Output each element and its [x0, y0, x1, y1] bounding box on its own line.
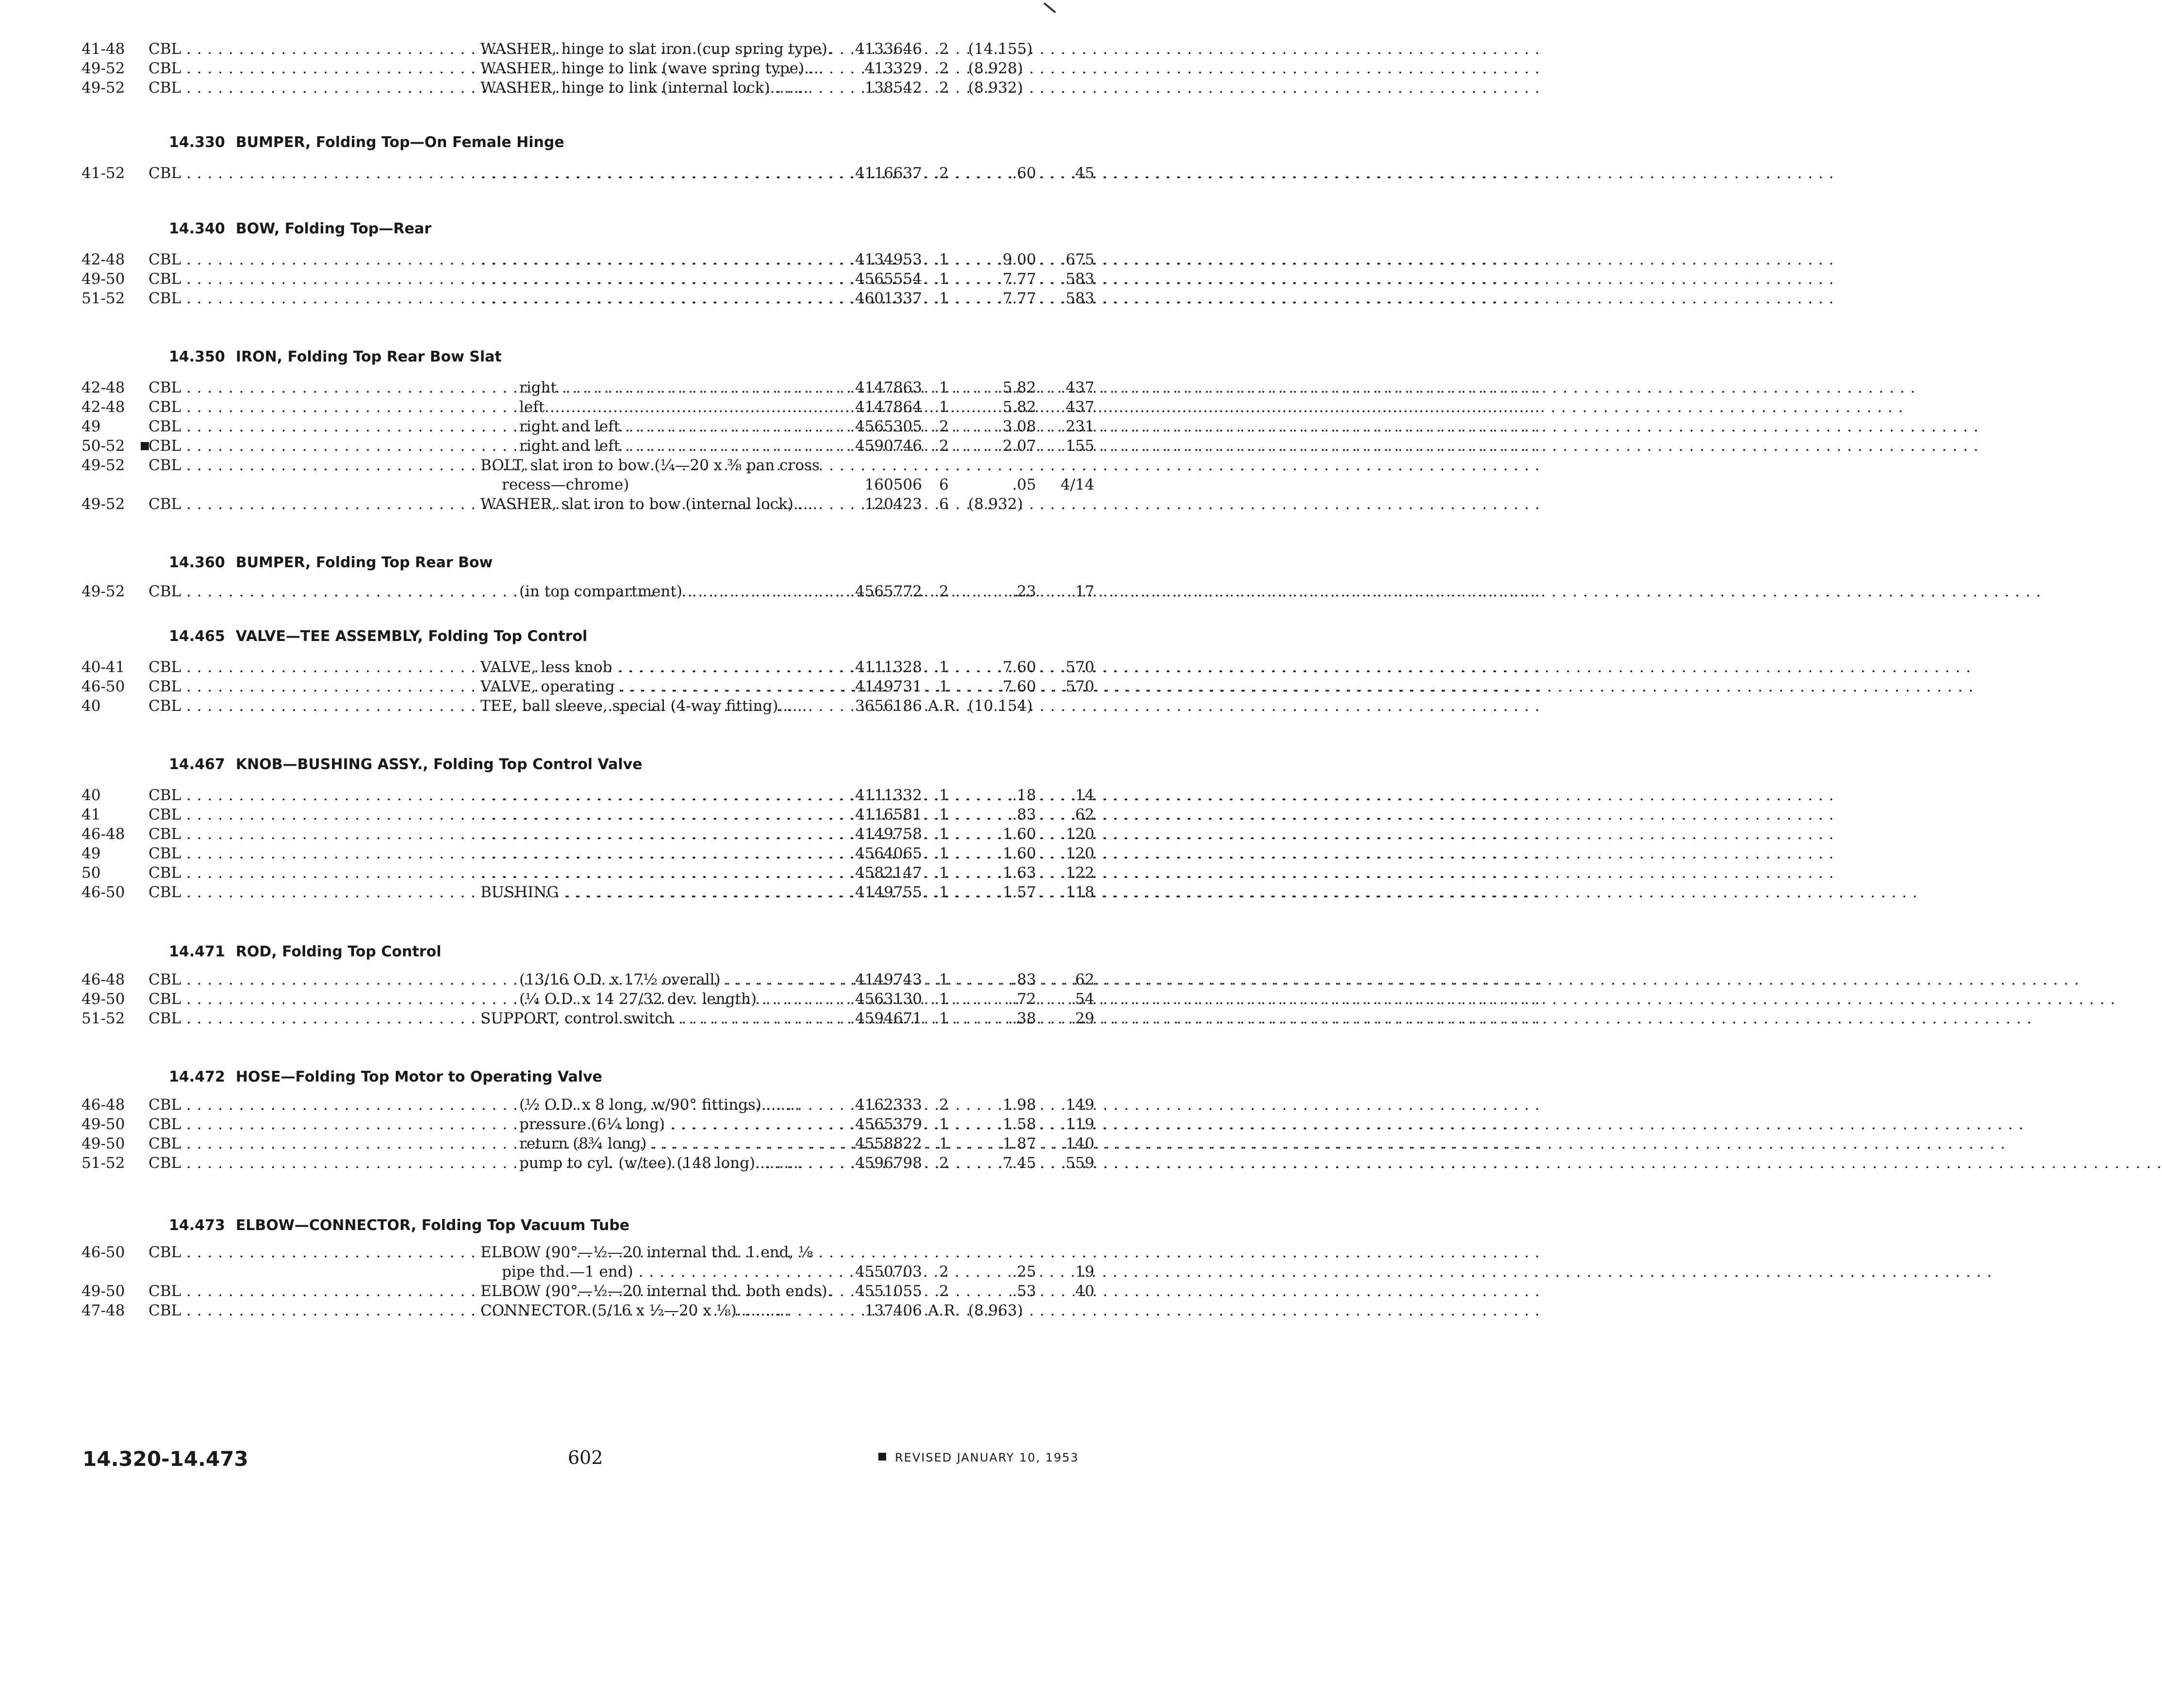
- section-heading: [169, 551, 493, 575]
- body-style: CBL . . .: [149, 454, 463, 476]
- price-code: [1036, 695, 1094, 717]
- table-row: [0, 580, 1227, 603]
- model-years: 40: [82, 697, 101, 715]
- part-description: return (8¾ long) . . .: [480, 1133, 878, 1155]
- price-code: 118: [1065, 884, 1094, 901]
- section-heading: [169, 131, 564, 154]
- part-description: right . . .: [480, 377, 878, 399]
- quantity: 2: [939, 60, 949, 77]
- part-number: 4149755: [855, 884, 922, 901]
- body-style: CBL . . .: [149, 1007, 463, 1030]
- section-title: IRON, Folding Top Rear Bow Slat: [235, 348, 502, 365]
- page-number: 602: [568, 1447, 603, 1468]
- price-code: 119: [1065, 1116, 1094, 1133]
- body-style: CBL . . .: [149, 38, 463, 60]
- body-style: CBL . . .: [149, 969, 463, 991]
- quantity: 1: [939, 1135, 949, 1152]
- quantity: 1: [939, 658, 949, 676]
- model-years: 46-48: [82, 1096, 125, 1114]
- section-number: 14.472: [169, 1068, 225, 1085]
- quantity: 2: [939, 1263, 949, 1281]
- body-style: CBL . . .: [149, 1094, 463, 1116]
- list-price: 7.60: [1002, 658, 1036, 676]
- quantity: 2: [939, 1154, 949, 1172]
- quantity: 1: [939, 971, 949, 988]
- quantity: 1: [939, 251, 949, 268]
- body-style: CBL . . .: [149, 493, 463, 515]
- part-number: 4564065: [855, 845, 922, 862]
- part-number: 4162333: [855, 1096, 922, 1114]
- quantity: 1: [939, 270, 949, 288]
- list-price: 1.58: [1002, 1116, 1036, 1133]
- body-style: CBL . . .: [149, 1241, 463, 1264]
- revision-mark: ■: [140, 440, 150, 452]
- part-description: right and left . . .: [480, 415, 878, 438]
- quantity: 2: [939, 1096, 949, 1114]
- quantity: 1: [939, 845, 949, 862]
- table-row: [0, 1007, 1227, 1030]
- part-number: 4582147: [855, 864, 922, 882]
- part-description: [480, 287, 840, 310]
- model-years: 49-52: [82, 79, 125, 97]
- part-number: 4147863: [855, 379, 922, 396]
- list-price: 5.82: [1002, 398, 1036, 416]
- body-style: CBL . . .: [149, 1152, 463, 1174]
- part-description: WASHER, hinge to slat iron (cup spring type).: [480, 40, 832, 58]
- list-price: .25: [1012, 1263, 1036, 1281]
- section-heading: [169, 753, 643, 776]
- body-style: CBL . . .: [149, 57, 463, 80]
- price-code: 437: [1065, 379, 1094, 396]
- section-range: 14.320-14.473: [83, 1447, 248, 1471]
- part-description: WASHER, hinge to link (wave spring type)....: [480, 60, 824, 77]
- model-years: 49: [82, 845, 101, 862]
- list-price: .60: [1012, 164, 1036, 182]
- quantity: 1: [939, 1010, 949, 1027]
- revision-square-icon: [878, 1453, 886, 1461]
- price-code: 19: [1075, 1263, 1094, 1281]
- list-price: 1.87: [1002, 1135, 1036, 1152]
- model-years: 46-50: [82, 884, 125, 901]
- quantity: 1: [939, 864, 949, 882]
- section-heading: [169, 217, 431, 241]
- part-description: pump to cyl. (w/tee) (148 long).......... . . .: [480, 1152, 878, 1174]
- quantity: 6: [939, 495, 949, 513]
- price-code: 4/14: [1060, 476, 1094, 493]
- list-price: .83: [1012, 971, 1036, 988]
- part-number: 160506: [864, 476, 922, 493]
- price-code: 583: [1065, 270, 1094, 288]
- part-description: left . . .: [480, 396, 878, 418]
- list-price: (8.963): [968, 1302, 1023, 1319]
- price-code: 14: [1075, 787, 1094, 804]
- part-number: 4111332: [855, 787, 922, 804]
- quantity: 2: [939, 1282, 949, 1300]
- quantity: 2: [939, 40, 949, 58]
- body-style: CBL . . .: [149, 823, 463, 845]
- part-number: 3656186: [855, 697, 922, 715]
- model-years: 49-50: [82, 1116, 125, 1133]
- part-description: ELBOW (90°—½—20 internal thd. both ends).: [480, 1282, 832, 1300]
- table-row: [0, 162, 1227, 184]
- model-years: 41-48: [82, 40, 125, 58]
- quantity: 2: [939, 164, 949, 182]
- part-number: 4116637: [855, 164, 922, 182]
- price-code: 40: [1075, 1282, 1094, 1300]
- list-price: 7.45: [1002, 1154, 1036, 1172]
- list-price: 1.60: [1002, 825, 1036, 843]
- part-number: 4565305: [855, 418, 922, 435]
- body-style: CBL . . .: [149, 675, 463, 698]
- model-years: 49-50: [82, 1135, 125, 1152]
- part-number: 4551055: [855, 1282, 922, 1300]
- body-style: CBL . . .: [149, 396, 463, 418]
- body-style: CBL . . .: [149, 1113, 463, 1135]
- part-description: recess—chrome): [502, 476, 629, 493]
- section-title: VALVE—TEE ASSEMBLY, Folding Top Control: [235, 628, 588, 645]
- quantity: 2: [939, 418, 949, 435]
- part-number: 137406: [864, 1302, 922, 1319]
- quantity: 1: [939, 1116, 949, 1133]
- model-years: 41-52: [82, 164, 125, 182]
- part-description: BOLT, slat iron to bow (¼—20 x ⅜ pan cross: [480, 457, 820, 474]
- table-row: [0, 77, 1227, 99]
- model-years: 49-52: [82, 583, 125, 600]
- revision-note: [878, 1451, 1079, 1464]
- body-style: CBL . . .: [149, 862, 463, 884]
- section-title: ROD, Folding Top Control: [235, 943, 442, 960]
- part-number: 138542: [864, 79, 922, 97]
- price-code: 570: [1065, 678, 1094, 695]
- part-description: ELBOW (90°—½—20 internal thd. 1 end, ⅛: [480, 1244, 813, 1261]
- model-years: 49-52: [82, 457, 125, 474]
- price-code: 62: [1075, 971, 1094, 988]
- body-style: CBL . . .: [149, 881, 463, 903]
- model-years: 49: [82, 418, 101, 435]
- list-price: 3.08: [1002, 418, 1036, 435]
- price-code: 45: [1075, 164, 1094, 182]
- model-years: 51-52: [82, 290, 125, 307]
- table-row: [0, 287, 1227, 310]
- quantity: 1: [939, 884, 949, 901]
- part-number: 4565379: [855, 1116, 922, 1133]
- list-price: 7.60: [1002, 678, 1036, 695]
- body-style: CBL . . .: [149, 988, 463, 1010]
- part-number: 4147864: [855, 398, 922, 416]
- model-years: 46-48: [82, 971, 125, 988]
- body-style: CBL . . .: [149, 1299, 463, 1322]
- body-style: CBL . . .: [149, 580, 463, 603]
- body-style: CBL . . .: [149, 162, 463, 184]
- corner-mark: [1043, 2, 1056, 13]
- body-style: CBL . . .: [149, 268, 463, 290]
- price-code: 559: [1065, 1154, 1094, 1172]
- section-number: 14.330: [169, 134, 225, 151]
- part-number: 120423: [864, 495, 922, 513]
- part-description: SUPPORT, control switch . . .: [480, 1007, 840, 1030]
- part-description: (½ O.D. x 8 long, w/90° fittings)........: [519, 1096, 800, 1114]
- list-price: .72: [1012, 990, 1036, 1008]
- section-number: 14.467: [169, 756, 225, 773]
- model-years: 46-48: [82, 825, 125, 843]
- model-years: 49-52: [82, 495, 125, 513]
- body-style: CBL . . .: [149, 377, 463, 399]
- body-style: CBL . . .: [149, 287, 463, 310]
- part-description: (13/16 O.D. x 17½ overall) . . .: [480, 969, 878, 991]
- section-heading: [169, 1066, 602, 1089]
- price-code: 122: [1065, 864, 1094, 882]
- model-years: 42-48: [82, 251, 125, 268]
- quantity: 1: [939, 290, 949, 307]
- section-heading: [169, 940, 441, 964]
- body-style: CBL . . .: [149, 804, 463, 826]
- list-price: 7.77: [1002, 290, 1036, 307]
- list-price: 1.60: [1002, 845, 1036, 862]
- list-price: (10.154): [968, 697, 1033, 715]
- quantity: 2: [939, 583, 949, 600]
- price-code: 62: [1075, 806, 1094, 823]
- list-price: (8.932): [968, 495, 1023, 513]
- part-description: CONNECTOR (5/16 x ½—20 x ⅛)...........: [480, 1302, 790, 1319]
- price-code: 437: [1065, 398, 1094, 416]
- body-style: CBL . . .: [149, 842, 463, 865]
- section-number: 14.350: [169, 348, 225, 365]
- part-description: WASHER, slat iron to bow (internal lock).....: [480, 495, 818, 513]
- part-number: 4594671: [855, 1010, 922, 1027]
- part-number: 4565772: [855, 583, 922, 600]
- part-number: 413329: [864, 60, 922, 77]
- body-style: CBL . . .: [149, 415, 463, 438]
- body-style: CBL . . .: [149, 695, 463, 717]
- model-years: 49-52: [82, 60, 125, 77]
- part-description: [480, 162, 840, 184]
- section-heading: [169, 625, 587, 648]
- quantity: 1: [939, 379, 949, 396]
- list-price: .38: [1012, 1010, 1036, 1027]
- price-code: 231: [1065, 418, 1094, 435]
- section-number: 14.340: [169, 220, 225, 237]
- model-years: 42-48: [82, 398, 125, 416]
- price-code: [1036, 493, 1094, 515]
- list-price: 1.63: [1002, 864, 1036, 882]
- part-description: right and left . . .: [480, 435, 878, 457]
- quantity: 6: [939, 476, 949, 493]
- body-style: CBL . . .: [149, 1133, 463, 1155]
- quantity: 2: [939, 437, 949, 455]
- part-description: TEE, ball sleeve, special (4-way fitting)......: [480, 697, 807, 715]
- part-description: pressure (6¼ long) . . .: [480, 1113, 878, 1135]
- list-price: .53: [1012, 1282, 1036, 1300]
- part-number: 4601337: [855, 290, 922, 307]
- body-style: CBL . . .: [149, 77, 463, 99]
- price-code: 17: [1075, 583, 1094, 600]
- quantity: 1: [939, 787, 949, 804]
- model-years: 41: [82, 806, 101, 823]
- part-description: VALVE, operating . . .: [480, 675, 840, 698]
- model-years: 42-48: [82, 379, 125, 396]
- section-number: 14.471: [169, 943, 225, 960]
- section-title: BUMPER, Folding Top Rear Bow: [235, 554, 493, 571]
- list-price: 5.82: [1002, 379, 1036, 396]
- price-code: 120: [1065, 845, 1094, 862]
- part-number: 4565554: [855, 270, 922, 288]
- price-code: 140: [1065, 1135, 1094, 1152]
- part-number: 4149731: [855, 678, 922, 695]
- section-title: BUMPER, Folding Top—On Female Hinge: [235, 134, 564, 151]
- list-price: (8.928): [968, 60, 1023, 77]
- quantity: 1: [939, 825, 949, 843]
- list-price: (14.155): [968, 40, 1033, 58]
- table-row: [0, 695, 1227, 717]
- table-row: [0, 881, 1227, 903]
- price-code: [1036, 77, 1094, 99]
- model-years: 51-52: [82, 1010, 125, 1027]
- body-style: CBL . . .: [149, 248, 463, 271]
- price-code: 29: [1075, 1010, 1094, 1027]
- body-style: CBL . . .: [149, 656, 463, 678]
- part-description: pipe thd.—1 end) . . .: [480, 1261, 861, 1283]
- model-years: 50-52: [82, 437, 125, 455]
- section-title: BOW, Folding Top—Rear: [235, 220, 431, 237]
- list-price: 1.98: [1002, 1096, 1036, 1114]
- revision-text: REVISED JANUARY 10, 1953: [895, 1451, 1079, 1464]
- list-price: .18: [1012, 787, 1036, 804]
- section-heading: [169, 1214, 629, 1237]
- model-years: 49-50: [82, 990, 125, 1008]
- model-years: 46-50: [82, 1244, 125, 1261]
- quantity: A.R.: [928, 1302, 960, 1319]
- list-price: 2.07: [1002, 437, 1036, 455]
- part-number: 4149743: [855, 971, 922, 988]
- section-title: HOSE—Folding Top Motor to Operating Valve: [235, 1068, 603, 1085]
- part-number: 4149758: [855, 825, 922, 843]
- price-code: 675: [1065, 251, 1094, 268]
- part-number: 4558822: [855, 1135, 922, 1152]
- part-number: 4550703: [855, 1263, 922, 1281]
- model-years: 40: [82, 787, 101, 804]
- list-price: 1.57: [1002, 884, 1036, 901]
- price-code: 149: [1065, 1096, 1094, 1114]
- part-number: 4596798: [855, 1154, 922, 1172]
- part-number: 4133646: [855, 40, 922, 58]
- section-number: 14.465: [169, 628, 225, 645]
- body-style: CBL . . .: [149, 1280, 463, 1302]
- quantity: 1: [939, 398, 949, 416]
- part-description: BUSHING . . .: [480, 881, 840, 903]
- body-style: CBL . . .: [149, 784, 463, 806]
- part-description: WASHER, hinge to link (internal lock)........: [480, 79, 809, 97]
- part-description: (in top compartment) . . .: [480, 580, 878, 603]
- list-price: 9.00: [1002, 251, 1036, 268]
- quantity: A.R.: [928, 697, 960, 715]
- list-price: .05: [1012, 476, 1036, 493]
- list-price: .83: [1012, 806, 1036, 823]
- table-row: [0, 1299, 1227, 1322]
- model-years: 46-50: [82, 678, 125, 695]
- section-number: 14.360: [169, 554, 225, 571]
- table-row: [0, 493, 1227, 515]
- table-row: [0, 1152, 1227, 1174]
- model-years: 51-52: [82, 1154, 125, 1172]
- part-description: (¼ O.D. x 14 27/32 dev. length) . . .: [480, 988, 878, 1010]
- section-title: KNOB—BUSHING ASSY., Folding Top Control Valve: [235, 756, 643, 773]
- price-code: 54: [1075, 990, 1094, 1008]
- section-heading: [169, 345, 502, 369]
- list-price: .23: [1012, 583, 1036, 600]
- part-number: 4563130: [855, 990, 922, 1008]
- price-code: [1036, 1299, 1094, 1322]
- part-number: 4134953: [855, 251, 922, 268]
- part-description: VALVE, less knob . . .: [480, 656, 840, 678]
- price-code: 570: [1065, 658, 1094, 676]
- part-number: 4116581: [855, 806, 922, 823]
- section-number: 14.473: [169, 1217, 225, 1234]
- model-years: 49-50: [82, 1282, 125, 1300]
- section-title: ELBOW—CONNECTOR, Folding Top Vacuum Tube: [235, 1217, 630, 1234]
- price-code: 155: [1065, 437, 1094, 455]
- list-price: (8.932): [968, 79, 1023, 97]
- body-style: CBL . . .: [149, 435, 463, 457]
- quantity: 2: [939, 79, 949, 97]
- quantity: 1: [939, 678, 949, 695]
- price-code: 120: [1065, 825, 1094, 843]
- quantity: 1: [939, 990, 949, 1008]
- model-years: 40-41: [82, 658, 125, 676]
- part-number: 4590746: [855, 437, 922, 455]
- part-number: 4111328: [855, 658, 922, 676]
- model-years: 47-48: [82, 1302, 125, 1319]
- quantity: 1: [939, 806, 949, 823]
- model-years: 49-50: [82, 270, 125, 288]
- price-code: 583: [1065, 290, 1094, 307]
- list-price: 7.77: [1002, 270, 1036, 288]
- model-years: 50: [82, 864, 101, 882]
